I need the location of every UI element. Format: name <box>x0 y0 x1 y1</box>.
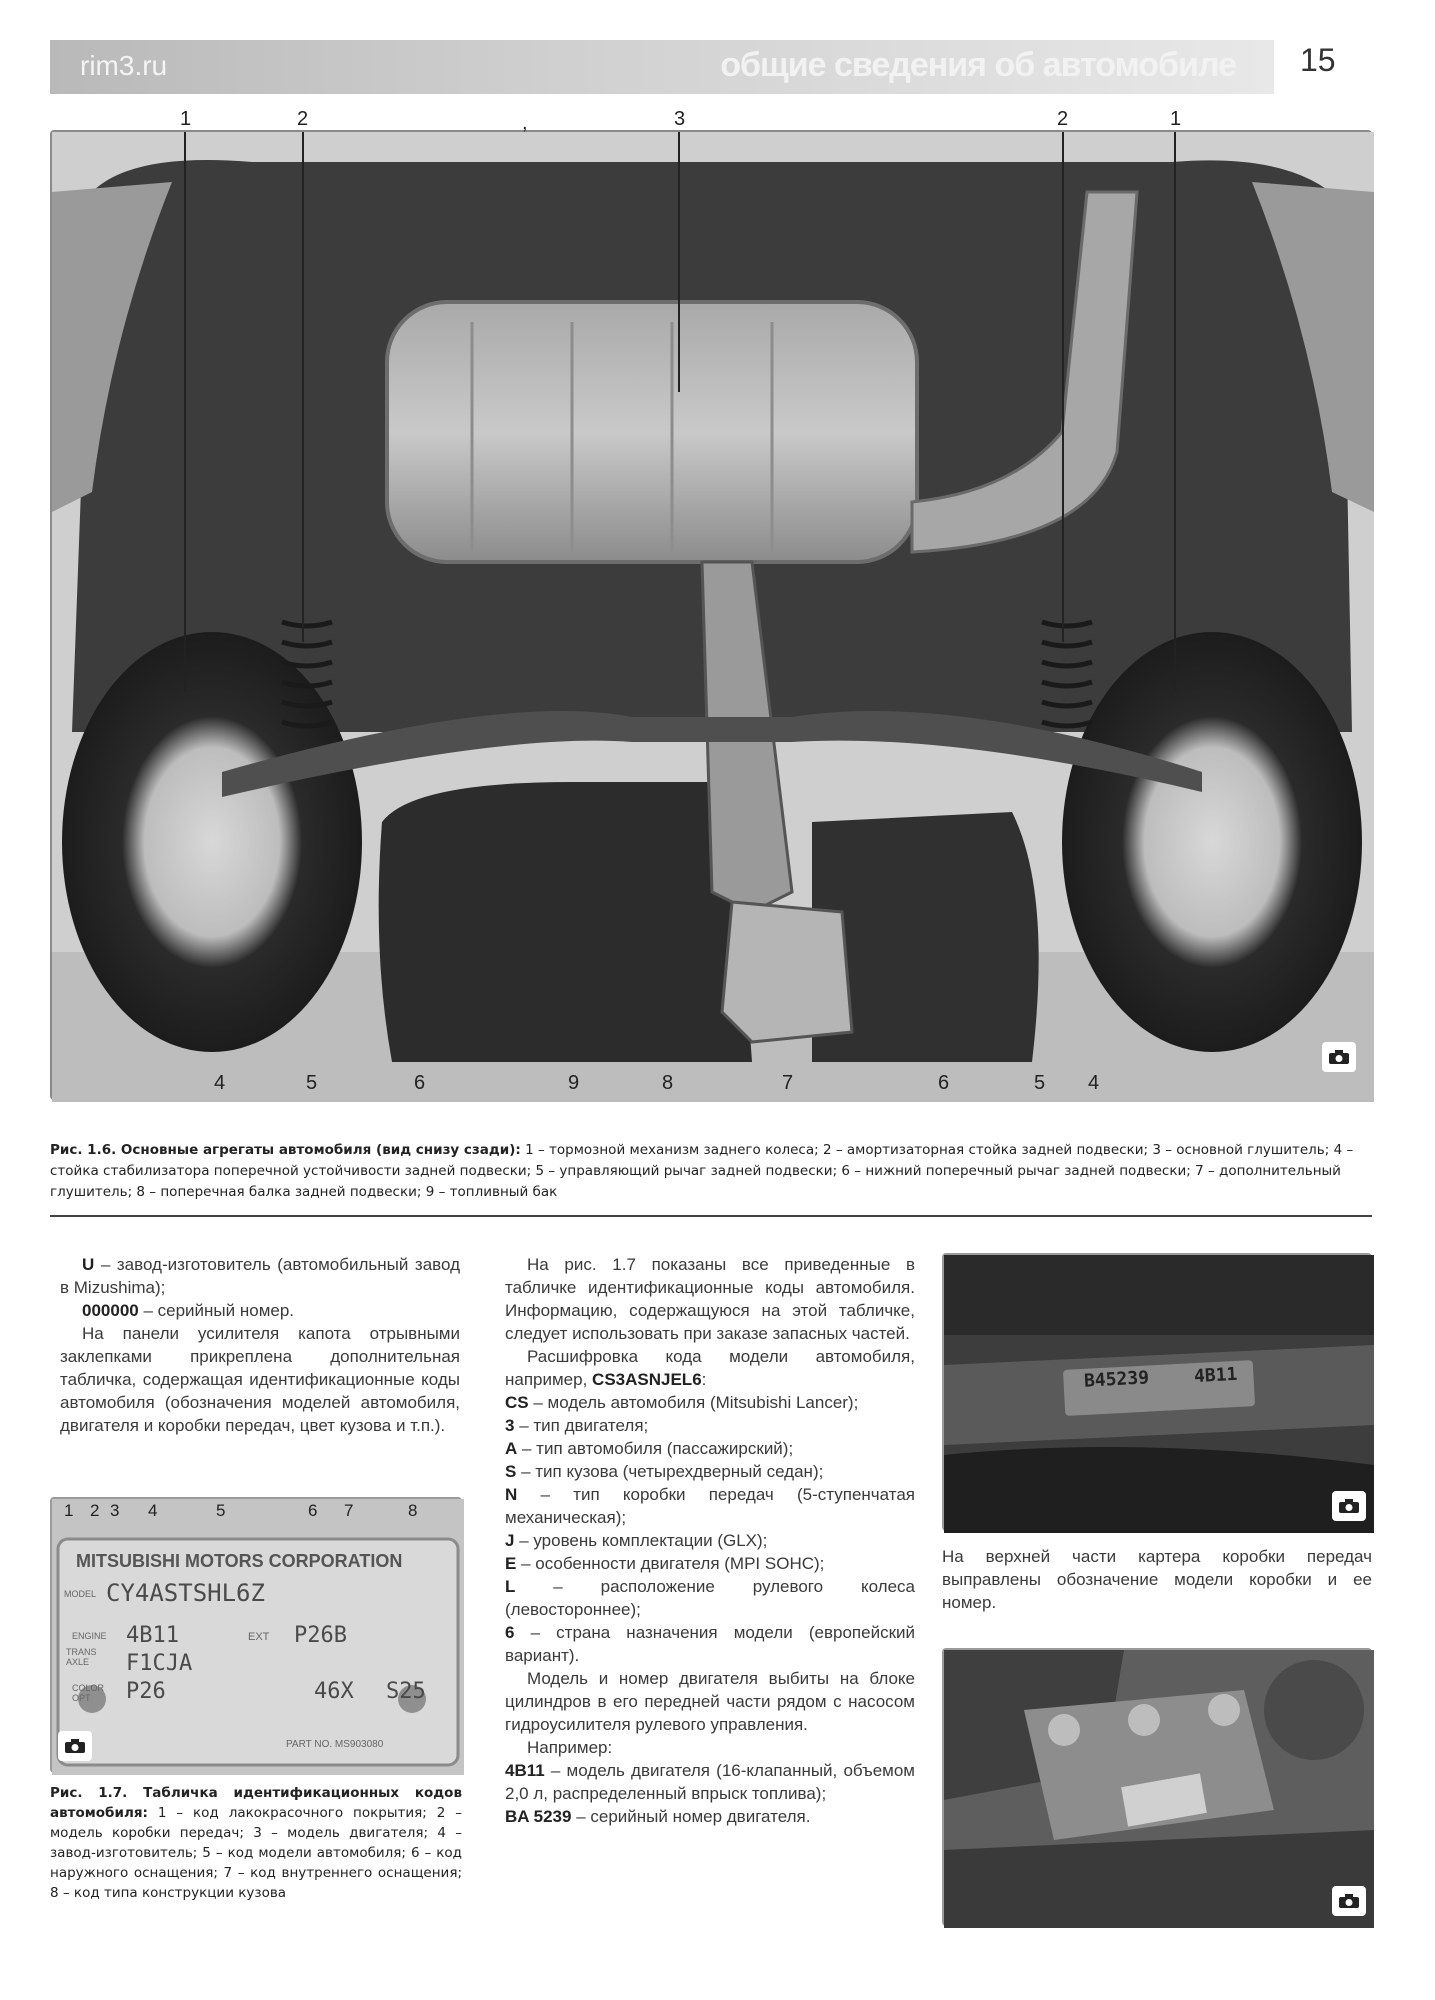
callout-bottom-7: 7 <box>782 1072 794 1094</box>
id-plate-photo <box>50 1497 462 1773</box>
model-code-example: CS3ASNJEL6 <box>592 1370 702 1389</box>
plate-callout-8: 8 <box>408 1501 418 1520</box>
code-description: – тип автомобиля (пассажирский); <box>517 1439 794 1458</box>
code-item: N <box>505 1485 518 1504</box>
code-description: – тип коробки передач (5-ступенчатая механическая); <box>505 1485 915 1527</box>
caption-text: 1 – код лакокрасочного покрытия; 2 – модель коробки передач; 3 – модель двигателя; 4 – завод-изготовитель; 5 – код модели автомобиля; 6 – код наружного оснащения; 7 – код внутреннего оснащения; 8 – код типа конструкции кузова <box>50 1805 462 1901</box>
code-item: E <box>505 1554 517 1573</box>
callout-top-2-right: 2 <box>1057 108 1069 130</box>
leader-line <box>678 132 680 392</box>
camera-icon <box>1322 1042 1356 1072</box>
paragraph-text: – модель двигателя (16-клапанный, объемом 2,0 л, распределенный впрыск топлива); <box>505 1761 915 1803</box>
callout-top-2-left: 2 <box>297 108 309 130</box>
plate-ext-label: EXT <box>248 1631 270 1643</box>
code-item: CS <box>505 1393 529 1412</box>
code-item: 3 <box>505 1416 515 1435</box>
callout-bottom-6-left: 6 <box>414 1072 426 1094</box>
leader-line <box>184 132 186 692</box>
caption-title: Рис. 1.6. Основные агрегаты автомобиля (вид снизу сзади): <box>50 1142 521 1158</box>
gearbox-illustration <box>944 1255 1374 1533</box>
callout-bottom-5-left: 5 <box>306 1072 318 1094</box>
engine-serial-code: BA 5239 <box>505 1807 572 1826</box>
callout-bottom-4-left: 4 <box>214 1072 226 1094</box>
plate-engine-value: 4B11 <box>126 1623 179 1648</box>
gearbox-stamp: B45239 <box>1083 1367 1150 1392</box>
paragraph-text: Расшифровка кода модели автомобиля, например, <box>505 1347 915 1389</box>
plate-model-value: CY4ASTSHL6Z <box>106 1579 265 1607</box>
code-item: L <box>505 1577 516 1596</box>
callout-top-comma: , <box>522 112 528 134</box>
plate-callout-2: 2 <box>90 1501 100 1520</box>
callout-bottom-8: 8 <box>662 1072 674 1094</box>
engine-block-photo <box>942 1648 1372 1926</box>
paragraph: На рис. 1.7 показаны все приведенные в табличке идентификационные коды автомобиля. Информацию, содержащуюся на этой табличке, следует использовать при заказе запасных частей. <box>505 1255 915 1343</box>
engine-model-code: 4B11 <box>505 1761 545 1780</box>
plate-engine-label: ENGINE <box>72 1631 107 1641</box>
underbody-photo <box>50 108 1372 1100</box>
gearbox-number-photo <box>942 1253 1372 1531</box>
plate-callout-3: 3 <box>110 1501 120 1520</box>
plate-color-value: P26 <box>126 1679 166 1704</box>
callout-bottom-9: 9 <box>568 1072 580 1094</box>
column-1 <box>60 1253 460 1437</box>
paragraph-text: – завод-изготовитель (автомобильный завод в Mizushima); <box>60 1255 460 1297</box>
code-description: – расположение рулевого колеса (левостороннее); <box>505 1577 915 1619</box>
plate-ext-value: P26B <box>294 1623 347 1648</box>
plate-callout-4: 4 <box>148 1501 158 1520</box>
section-title: общие сведения об автомобиле <box>720 46 1236 84</box>
callout-top-1-right: 1 <box>1170 108 1182 130</box>
engine-block-illustration <box>944 1650 1374 1928</box>
plate-maker: MITSUBISHI MOTORS CORPORATION <box>76 1551 403 1571</box>
plate-model-label: MODEL <box>64 1589 97 1599</box>
paragraph: Например: <box>527 1738 613 1757</box>
plate-callout-1: 1 <box>64 1501 74 1520</box>
caption-text: 1 – тормозной механизм заднего колеса; 2 – амортизаторная стойка задней подвески; 3 – основной глушитель; 4 – стойка стабилизатора поперечной устойчивости задней подвески; 5 – управляющий рычаг задней подвески; 6 – нижний поперечный рычаг задней подвески; 7 – дополнительный глушитель; 8 – поперечная балка задней подвески; 9 – топливный бак <box>50 1142 1354 1200</box>
plate-callout-7: 7 <box>344 1501 354 1520</box>
page-header <box>50 40 1274 94</box>
leader-line <box>1062 132 1064 642</box>
page-number: 15 <box>1300 42 1336 78</box>
code-description: – страна назначения модели (европейский вариант). <box>505 1623 915 1665</box>
code-description: – модель автомобиля (Mitsubishi Lancer); <box>528 1393 859 1412</box>
divider <box>50 1215 1372 1217</box>
caption-title: Рис. 1.7. Табличка идентификационных кодов автомобиля: <box>50 1785 462 1821</box>
underbody-illustration <box>52 132 1374 1102</box>
paragraph-text: : <box>701 1370 707 1389</box>
figure-1-6-caption <box>50 1140 1372 1203</box>
code-description: – тип двигателя; <box>514 1416 649 1435</box>
paragraph-text: – серийный номер двигателя. <box>571 1807 811 1826</box>
code-serial: 000000 <box>82 1301 139 1320</box>
camera-icon <box>58 1731 92 1761</box>
callout-bottom-5-right: 5 <box>1034 1072 1046 1094</box>
paragraph: На панели усилителя капота отрывными заклепками прикреплена дополнительная табличка, содержащая идентификационные коды автомобиля (обозначения моделей автомобиля, двигателя и коробки передач, цвет кузова и т.п.). <box>60 1324 460 1435</box>
leader-line <box>302 132 304 642</box>
site-name: rim3.ru <box>80 50 168 81</box>
paragraph: Модель и номер двигателя выбиты на блоке цилиндров в его передней части рядом с насосом гидроусилителя рулевого управления. <box>505 1669 915 1734</box>
leader-line <box>1174 132 1176 692</box>
code-item: J <box>505 1531 515 1550</box>
plate-trans-value: F1CJA <box>126 1651 193 1676</box>
code-item: A <box>505 1439 518 1458</box>
callout-top-3: 3 <box>674 108 686 130</box>
plate-callout-6: 6 <box>308 1501 318 1520</box>
plate-s-value: S25 <box>386 1679 426 1704</box>
plate-trans-label: TRANS AXLE <box>66 1647 97 1667</box>
code-item: S <box>505 1462 517 1481</box>
gearbox-caption: На верхней части картера коробки передач выправлены обозначение модели коробки и ее номер. <box>942 1547 1372 1612</box>
column-2 <box>505 1253 915 1828</box>
code-description: – особенности двигателя (MPI SOHC); <box>516 1554 825 1573</box>
plate-color-label: COLOR OPT <box>72 1683 105 1703</box>
figure-1-7-caption <box>50 1783 462 1903</box>
callout-bottom-4-right: 4 <box>1088 1072 1100 1094</box>
code-item: 6 <box>505 1623 515 1642</box>
plate-callout-5: 5 <box>216 1501 226 1520</box>
code-description: – тип кузова (четырехдверный седан); <box>516 1462 824 1481</box>
code-description: – уровень комплектации (GLX); <box>514 1531 768 1550</box>
code-u: U <box>82 1255 95 1274</box>
plate-part-no: PART NO. MS903080 <box>286 1739 384 1750</box>
camera-icon <box>1332 1491 1366 1521</box>
callout-bottom-6-right: 6 <box>938 1072 950 1094</box>
paragraph-text: – серийный номер. <box>138 1301 295 1320</box>
gearbox-stamp-model: 4B11 <box>1193 1363 1238 1388</box>
camera-icon <box>1332 1886 1366 1916</box>
callout-top-1-left: 1 <box>180 108 192 130</box>
plate-int-value: 46X <box>314 1679 354 1704</box>
